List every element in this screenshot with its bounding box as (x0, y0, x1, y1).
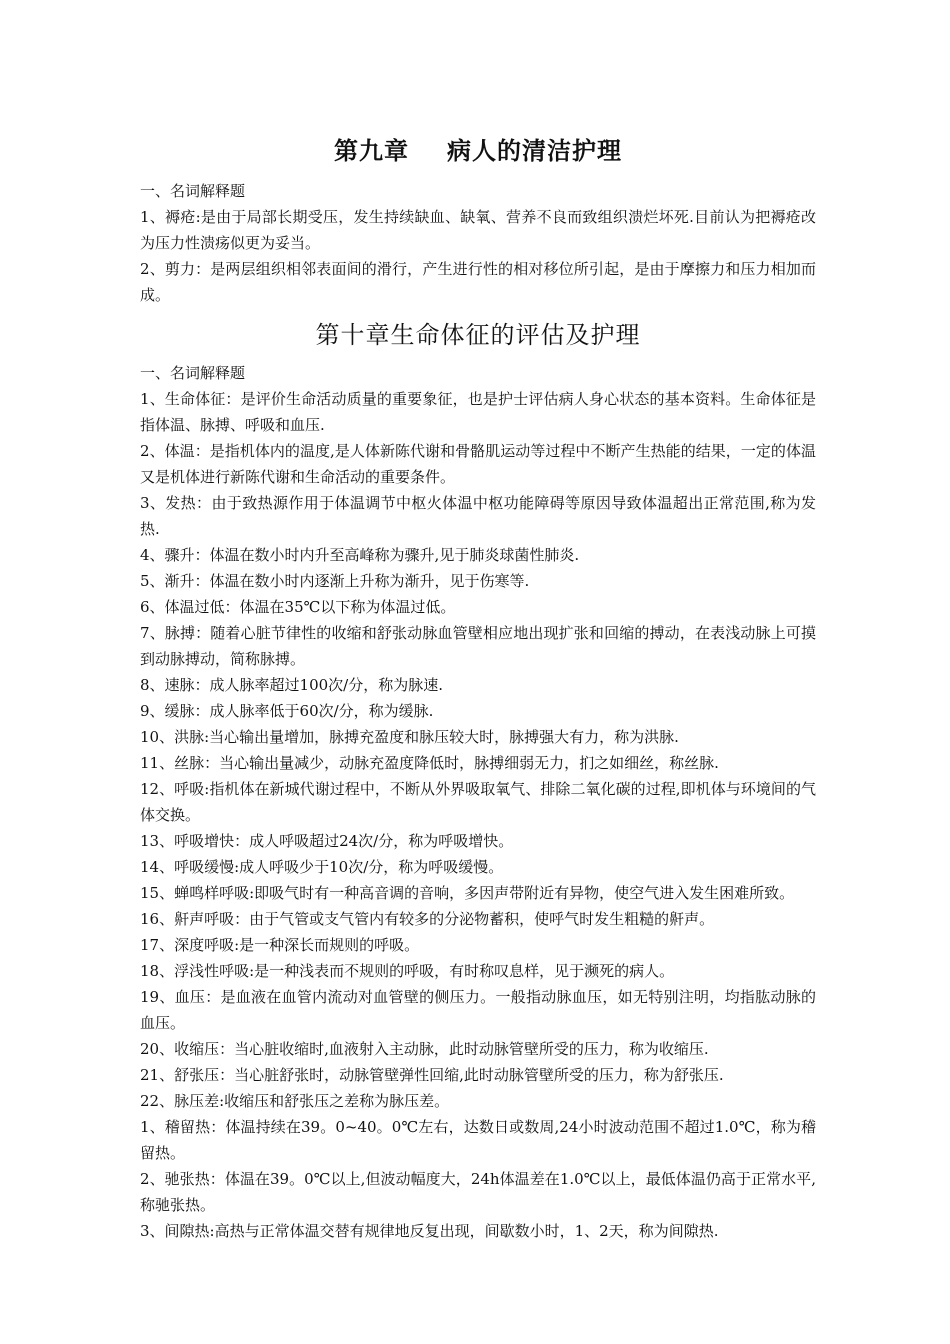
chapter10-item: 1、稽留热：体温持续在39。0~40。0℃左右，达数日或数周,24小时波动范围不超过1.0℃，称为稽留热。 (140, 1118, 816, 1162)
chapter10-item: 21、舒张压：当心脏舒张时，动脉管壁弹性回缩,此时动脉管壁所受的压力，称为舒张压. (140, 1066, 724, 1084)
chapter10-item: 8、速脉：成人脉率超过100次/分，称为脉速. (140, 676, 443, 694)
chapter10-item: 1、生命体征：是评价生命活动质量的重要象征，也是护士评估病人身心状态的基本资料。生命体征是指体温、脉搏、呼吸和血压. (140, 390, 816, 434)
chapter9-item: 2、剪力：是两层组织相邻表面间的滑行，产生进行性的相对移位所引起，是由于摩擦力和压力相加而成。 (140, 260, 816, 304)
chapter9-title (140, 134, 816, 168)
chapter10-item: 2、驰张热：体温在39。0℃以上,但波动幅度大，24h体温差在1.0℃以上，最低体温仍高于正常水平,称驰张热。 (140, 1170, 816, 1214)
chapter10-item: 9、缓脉：成人脉率低于60次/分，称为缓脉. (140, 702, 434, 720)
chapter10-item: 2、体温：是指机体内的温度,是人体新陈代谢和骨骼肌运动等过程中不断产生热能的结果，一定的体温又是机体进行新陈代谢和生命活动的重要条件。 (140, 442, 816, 486)
chapter10-item: 15、蝉鸣样呼吸:即吸气时有一种高音调的音响，多因声带附近有异物，使空气进入发生困难所致。 (140, 884, 795, 902)
chapter10-title: 第十章生命体征的评估及护理 (315, 321, 641, 349)
chapter10-item: 12、呼吸:指机体在新城代谢过程中，不断从外界吸取氧气、排除二氧化碳的过程,即机体与环境间的气体交换。 (140, 780, 816, 824)
chapter10-item: 18、浮浅性呼吸:是一种浅表而不规则的呼吸，有时称叹息样，见于濒死的病人。 (140, 962, 675, 980)
chapter10-item: 5、渐升：体温在数小时内逐渐上升称为渐升，见于伤寒等. (140, 572, 530, 590)
chapter10-item: 20、收缩压：当心脏收缩时,血液射入主动脉，此时动脉管壁所受的压力，称为收缩压. (140, 1040, 709, 1058)
chapter10-item: 7、脉搏：随着心脏节律性的收缩和舒张动脉血管壁相应地出现扩张和回缩的搏动，在表浅动脉上可摸到动脉搏动，简称脉搏。 (140, 624, 816, 668)
chapter10-item: 13、呼吸增快：成人呼吸超过24次/分，称为呼吸增快。 (140, 832, 514, 850)
chapter10-item: 10、洪脉:当心输出量增加，脉搏充盈度和脉压较大时，脉搏强大有力，称为洪脉. (140, 728, 679, 746)
chapter10-item: 22、脉压差:收缩压和舒张压之差称为脉压差。 (140, 1092, 450, 1110)
chapter9-title-text: 病人的清洁护理 (447, 137, 622, 165)
chapter10-item: 6、体温过低：体温在35℃以下称为体温过低。 (140, 598, 456, 616)
chapter10-item: 17、深度呼吸:是一种深长而规则的呼吸。 (140, 936, 420, 954)
chapter10-section-label: 一、名词解释题 (140, 364, 246, 382)
chapter9-section-label: 一、名词解释题 (140, 182, 246, 200)
chapter10-item: 19、血压：是血液在血管内流动对血管壁的侧压力。一般指动脉血压，如无特别注明，均指肱动脉的血压。 (140, 988, 816, 1032)
chapter10-item: 16、鼾声呼吸：由于气管或支气管内有较多的分泌物蓄积，使呼气时发生粗糙的鼾声。 (140, 910, 715, 928)
chapter9-item: 1、褥疮:是由于局部长期受压，发生持续缺血、缺氧、营养不良而致组织溃烂坏死.目前认为把褥疮改为压力性溃疡似更为妥当。 (140, 208, 816, 252)
chapter9-title-number: 第九章 (334, 137, 409, 165)
chapter10-item: 3、发热：由于致热源作用于体温调节中枢火体温中枢功能障碍等原因导致体温超出正常范围,称为发热. (140, 494, 816, 538)
chapter10-item: 4、骤升：体温在数小时内升至高峰称为骤升,见于肺炎球菌性肺炎. (140, 546, 580, 564)
chapter10-item: 11、丝脉：当心输出量减少，动脉充盈度降低时，脉搏细弱无力，扪之如细丝，称丝脉. (140, 754, 719, 772)
chapter10-item: 14、呼吸缓慢:成人呼吸少于10次/分，称为呼吸缓慢。 (140, 858, 504, 876)
chapter10-item: 3、间隙热:高热与正常体温交替有规律地反复出现，间歇数小时，1、2天，称为间隙热. (140, 1222, 719, 1240)
